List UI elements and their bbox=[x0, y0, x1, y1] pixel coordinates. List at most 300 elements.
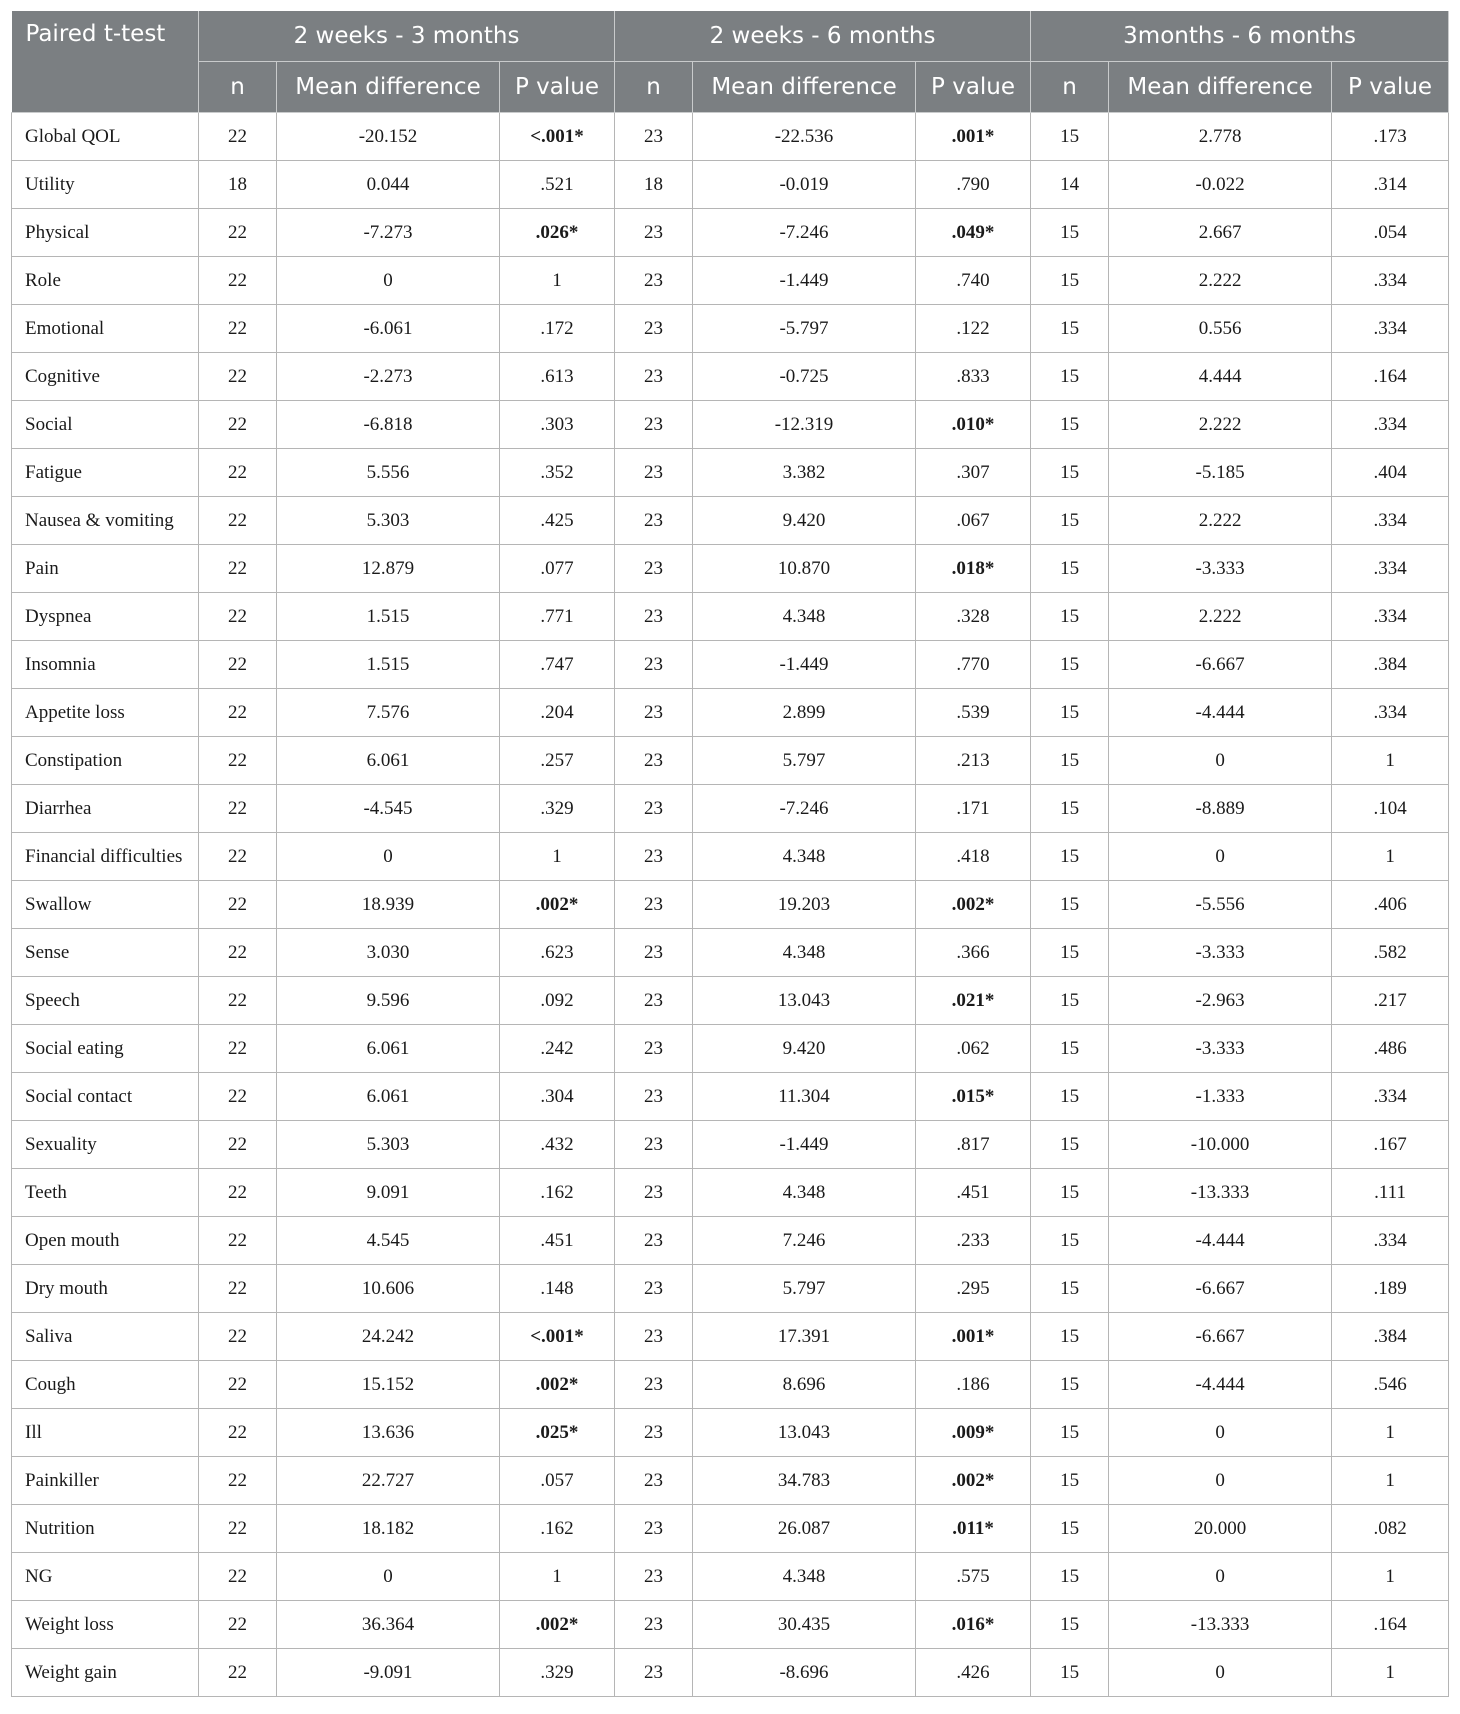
n-2w-6m-cell: 23 bbox=[615, 1409, 693, 1457]
table-row bbox=[12, 545, 1449, 593]
mean-diff-2w-3m-cell: 7.576 bbox=[277, 689, 500, 737]
mean-diff-2w-3m-cell: -9.091 bbox=[277, 1649, 500, 1697]
n-2w-3m-cell: 22 bbox=[199, 449, 277, 497]
p-value-2w-6m-cell: .001* bbox=[916, 1313, 1031, 1361]
p-value-2w-6m-cell: .295 bbox=[916, 1265, 1031, 1313]
mean-diff-2w-3m-cell: 0.044 bbox=[277, 161, 500, 209]
n-2w-6m-cell: 23 bbox=[615, 1217, 693, 1265]
row-label-cell: Speech bbox=[12, 977, 199, 1025]
mean-diff-2w-6m-cell: 30.435 bbox=[693, 1601, 916, 1649]
mean-diff-2w-3m-cell: 24.242 bbox=[277, 1313, 500, 1361]
table-row bbox=[12, 353, 1449, 401]
n-2w-3m-cell: 22 bbox=[199, 305, 277, 353]
n-2w-6m-cell: 23 bbox=[615, 833, 693, 881]
mean-diff-2w-3m-cell: -20.152 bbox=[277, 113, 500, 161]
p-value-2w-3m-cell: .172 bbox=[500, 305, 615, 353]
n-2w-6m-cell: 23 bbox=[615, 1361, 693, 1409]
n-2w-6m-cell: 23 bbox=[615, 1169, 693, 1217]
subheader-n: n bbox=[615, 62, 693, 113]
row-label-cell: Cognitive bbox=[12, 353, 199, 401]
p-value-3m-6m-cell: .334 bbox=[1332, 1073, 1449, 1121]
row-label-cell: Weight gain bbox=[12, 1649, 199, 1697]
mean-diff-2w-3m-cell: 5.303 bbox=[277, 497, 500, 545]
table-row bbox=[12, 1457, 1449, 1505]
p-value-2w-6m-cell: .049* bbox=[916, 209, 1031, 257]
p-value-2w-6m-cell: .418 bbox=[916, 833, 1031, 881]
n-3m-6m-cell: 15 bbox=[1031, 353, 1109, 401]
p-value-2w-6m-cell: .233 bbox=[916, 1217, 1031, 1265]
mean-diff-3m-6m-cell: 0 bbox=[1109, 1649, 1332, 1697]
p-value-3m-6m-cell: .173 bbox=[1332, 113, 1449, 161]
p-value-3m-6m-cell: 1 bbox=[1332, 737, 1449, 785]
n-2w-3m-cell: 22 bbox=[199, 1073, 277, 1121]
n-2w-3m-cell: 22 bbox=[199, 1457, 277, 1505]
n-2w-3m-cell: 22 bbox=[199, 113, 277, 161]
p-value-2w-6m-cell: .770 bbox=[916, 641, 1031, 689]
table-row bbox=[12, 1025, 1449, 1073]
group-header-3m-6m: 3months - 6 months bbox=[1031, 11, 1449, 62]
table-row bbox=[12, 641, 1449, 689]
n-2w-3m-cell: 22 bbox=[199, 593, 277, 641]
row-label-cell: Open mouth bbox=[12, 1217, 199, 1265]
n-3m-6m-cell: 15 bbox=[1031, 593, 1109, 641]
p-value-2w-6m-cell: .015* bbox=[916, 1073, 1031, 1121]
n-2w-3m-cell: 22 bbox=[199, 1649, 277, 1697]
mean-diff-3m-6m-cell: -0.022 bbox=[1109, 161, 1332, 209]
table-row bbox=[12, 161, 1449, 209]
n-3m-6m-cell: 15 bbox=[1031, 1361, 1109, 1409]
p-value-2w-3m-cell: .162 bbox=[500, 1169, 615, 1217]
p-value-3m-6m-cell: 1 bbox=[1332, 1409, 1449, 1457]
row-label-cell: Swallow bbox=[12, 881, 199, 929]
mean-diff-2w-3m-cell: 1.515 bbox=[277, 593, 500, 641]
table-row bbox=[12, 785, 1449, 833]
paired-t-test-table bbox=[11, 11, 1449, 1697]
table-row bbox=[12, 1121, 1449, 1169]
n-2w-3m-cell: 22 bbox=[199, 1409, 277, 1457]
mean-diff-2w-3m-cell: 9.091 bbox=[277, 1169, 500, 1217]
mean-diff-3m-6m-cell: -10.000 bbox=[1109, 1121, 1332, 1169]
mean-diff-3m-6m-cell: -1.333 bbox=[1109, 1073, 1332, 1121]
p-value-3m-6m-cell: .189 bbox=[1332, 1265, 1449, 1313]
mean-diff-2w-3m-cell: 5.556 bbox=[277, 449, 500, 497]
p-value-3m-6m-cell: .334 bbox=[1332, 545, 1449, 593]
n-3m-6m-cell: 15 bbox=[1031, 1169, 1109, 1217]
p-value-2w-6m-cell: .011* bbox=[916, 1505, 1031, 1553]
table-row bbox=[12, 977, 1449, 1025]
p-value-2w-3m-cell: .148 bbox=[500, 1265, 615, 1313]
n-3m-6m-cell: 15 bbox=[1031, 209, 1109, 257]
mean-diff-2w-6m-cell: 4.348 bbox=[693, 833, 916, 881]
n-2w-3m-cell: 22 bbox=[199, 209, 277, 257]
n-3m-6m-cell: 15 bbox=[1031, 401, 1109, 449]
n-2w-3m-cell: 22 bbox=[199, 353, 277, 401]
n-3m-6m-cell: 15 bbox=[1031, 641, 1109, 689]
mean-diff-2w-3m-cell: 5.303 bbox=[277, 1121, 500, 1169]
mean-diff-3m-6m-cell: -8.889 bbox=[1109, 785, 1332, 833]
mean-diff-2w-6m-cell: -12.319 bbox=[693, 401, 916, 449]
mean-diff-3m-6m-cell: 0 bbox=[1109, 1553, 1332, 1601]
p-value-2w-3m-cell: .092 bbox=[500, 977, 615, 1025]
n-2w-3m-cell: 22 bbox=[199, 1313, 277, 1361]
n-2w-6m-cell: 23 bbox=[615, 593, 693, 641]
p-value-2w-3m-cell: .771 bbox=[500, 593, 615, 641]
p-value-2w-3m-cell: .352 bbox=[500, 449, 615, 497]
mean-diff-3m-6m-cell: 2.667 bbox=[1109, 209, 1332, 257]
p-value-2w-6m-cell: .122 bbox=[916, 305, 1031, 353]
p-value-3m-6m-cell: .164 bbox=[1332, 353, 1449, 401]
p-value-2w-3m-cell: .425 bbox=[500, 497, 615, 545]
p-value-2w-3m-cell: .747 bbox=[500, 641, 615, 689]
mean-diff-2w-6m-cell: -22.536 bbox=[693, 113, 916, 161]
mean-diff-2w-6m-cell: 19.203 bbox=[693, 881, 916, 929]
mean-diff-2w-3m-cell: -6.818 bbox=[277, 401, 500, 449]
n-2w-6m-cell: 23 bbox=[615, 401, 693, 449]
p-value-2w-3m-cell: .057 bbox=[500, 1457, 615, 1505]
row-label-cell: Social contact bbox=[12, 1073, 199, 1121]
mean-diff-2w-3m-cell: -6.061 bbox=[277, 305, 500, 353]
mean-diff-2w-6m-cell: 34.783 bbox=[693, 1457, 916, 1505]
n-2w-3m-cell: 22 bbox=[199, 257, 277, 305]
n-3m-6m-cell: 15 bbox=[1031, 689, 1109, 737]
n-2w-3m-cell: 22 bbox=[199, 545, 277, 593]
mean-diff-3m-6m-cell: 0 bbox=[1109, 1457, 1332, 1505]
mean-diff-3m-6m-cell: -13.333 bbox=[1109, 1601, 1332, 1649]
mean-diff-3m-6m-cell: 2.778 bbox=[1109, 113, 1332, 161]
p-value-2w-6m-cell: .539 bbox=[916, 689, 1031, 737]
mean-diff-3m-6m-cell: -4.444 bbox=[1109, 1217, 1332, 1265]
n-3m-6m-cell: 15 bbox=[1031, 1121, 1109, 1169]
mean-diff-3m-6m-cell: -3.333 bbox=[1109, 1025, 1332, 1073]
p-value-2w-3m-cell: .329 bbox=[500, 1649, 615, 1697]
p-value-3m-6m-cell: .334 bbox=[1332, 689, 1449, 737]
p-value-2w-3m-cell: .026* bbox=[500, 209, 615, 257]
n-2w-6m-cell: 23 bbox=[615, 737, 693, 785]
n-2w-3m-cell: 22 bbox=[199, 977, 277, 1025]
mean-diff-2w-6m-cell: -7.246 bbox=[693, 785, 916, 833]
n-2w-3m-cell: 22 bbox=[199, 497, 277, 545]
group-header-2w-6m: 2 weeks - 6 months bbox=[615, 11, 1031, 62]
p-value-3m-6m-cell: .384 bbox=[1332, 641, 1449, 689]
row-label-cell: Teeth bbox=[12, 1169, 199, 1217]
n-2w-3m-cell: 22 bbox=[199, 785, 277, 833]
mean-diff-3m-6m-cell: 0 bbox=[1109, 833, 1332, 881]
row-label-cell: Social eating bbox=[12, 1025, 199, 1073]
n-3m-6m-cell: 15 bbox=[1031, 1505, 1109, 1553]
p-value-3m-6m-cell: .384 bbox=[1332, 1313, 1449, 1361]
mean-diff-2w-6m-cell: 9.420 bbox=[693, 497, 916, 545]
mean-diff-3m-6m-cell: 0.556 bbox=[1109, 305, 1332, 353]
row-label-cell: Dry mouth bbox=[12, 1265, 199, 1313]
mean-diff-2w-6m-cell: 13.043 bbox=[693, 1409, 916, 1457]
p-value-3m-6m-cell: .334 bbox=[1332, 1217, 1449, 1265]
p-value-3m-6m-cell: 1 bbox=[1332, 833, 1449, 881]
row-label-cell: Nausea & vomiting bbox=[12, 497, 199, 545]
table-row bbox=[12, 401, 1449, 449]
row-label-cell: Saliva bbox=[12, 1313, 199, 1361]
p-value-2w-3m-cell: .451 bbox=[500, 1217, 615, 1265]
mean-diff-2w-6m-cell: -1.449 bbox=[693, 641, 916, 689]
mean-diff-2w-6m-cell: 2.899 bbox=[693, 689, 916, 737]
mean-diff-3m-6m-cell: -6.667 bbox=[1109, 641, 1332, 689]
subheader-n: n bbox=[1031, 62, 1109, 113]
table-row bbox=[12, 881, 1449, 929]
mean-diff-2w-3m-cell: 18.182 bbox=[277, 1505, 500, 1553]
row-label-cell: Utility bbox=[12, 161, 199, 209]
n-3m-6m-cell: 15 bbox=[1031, 449, 1109, 497]
n-2w-6m-cell: 23 bbox=[615, 449, 693, 497]
mean-diff-3m-6m-cell: -3.333 bbox=[1109, 929, 1332, 977]
n-2w-6m-cell: 23 bbox=[615, 497, 693, 545]
p-value-2w-3m-cell: .304 bbox=[500, 1073, 615, 1121]
p-value-2w-3m-cell: .613 bbox=[500, 353, 615, 401]
n-2w-3m-cell: 22 bbox=[199, 929, 277, 977]
row-label-cell: Nutrition bbox=[12, 1505, 199, 1553]
p-value-2w-6m-cell: .016* bbox=[916, 1601, 1031, 1649]
n-2w-6m-cell: 23 bbox=[615, 257, 693, 305]
mean-diff-3m-6m-cell: 2.222 bbox=[1109, 401, 1332, 449]
mean-diff-2w-6m-cell: 17.391 bbox=[693, 1313, 916, 1361]
n-3m-6m-cell: 15 bbox=[1031, 1265, 1109, 1313]
mean-diff-3m-6m-cell: 4.444 bbox=[1109, 353, 1332, 401]
n-2w-6m-cell: 23 bbox=[615, 1505, 693, 1553]
n-2w-3m-cell: 22 bbox=[199, 737, 277, 785]
row-label-cell: Sexuality bbox=[12, 1121, 199, 1169]
mean-diff-2w-6m-cell: 26.087 bbox=[693, 1505, 916, 1553]
table-row bbox=[12, 257, 1449, 305]
p-value-2w-3m-cell: .303 bbox=[500, 401, 615, 449]
n-2w-6m-cell: 23 bbox=[615, 1457, 693, 1505]
mean-diff-2w-6m-cell: 11.304 bbox=[693, 1073, 916, 1121]
mean-diff-2w-6m-cell: 4.348 bbox=[693, 1169, 916, 1217]
p-value-3m-6m-cell: .054 bbox=[1332, 209, 1449, 257]
n-3m-6m-cell: 15 bbox=[1031, 785, 1109, 833]
n-3m-6m-cell: 15 bbox=[1031, 1409, 1109, 1457]
row-label-cell: NG bbox=[12, 1553, 199, 1601]
mean-diff-2w-3m-cell: 6.061 bbox=[277, 737, 500, 785]
p-value-2w-3m-cell: .025* bbox=[500, 1409, 615, 1457]
n-2w-6m-cell: 23 bbox=[615, 209, 693, 257]
n-3m-6m-cell: 15 bbox=[1031, 257, 1109, 305]
mean-diff-2w-3m-cell: 0 bbox=[277, 1553, 500, 1601]
n-2w-3m-cell: 22 bbox=[199, 833, 277, 881]
mean-diff-2w-3m-cell: 3.030 bbox=[277, 929, 500, 977]
n-2w-6m-cell: 23 bbox=[615, 305, 693, 353]
row-label-cell: Sense bbox=[12, 929, 199, 977]
n-3m-6m-cell: 15 bbox=[1031, 1217, 1109, 1265]
row-label-cell: Weight loss bbox=[12, 1601, 199, 1649]
p-value-3m-6m-cell: .406 bbox=[1332, 881, 1449, 929]
table-body bbox=[12, 113, 1449, 1697]
mean-diff-2w-3m-cell: 6.061 bbox=[277, 1025, 500, 1073]
mean-diff-3m-6m-cell: -3.333 bbox=[1109, 545, 1332, 593]
mean-diff-2w-3m-cell: 10.606 bbox=[277, 1265, 500, 1313]
p-value-3m-6m-cell: 1 bbox=[1332, 1457, 1449, 1505]
table-row bbox=[12, 305, 1449, 353]
n-2w-6m-cell: 23 bbox=[615, 545, 693, 593]
p-value-3m-6m-cell: .334 bbox=[1332, 593, 1449, 641]
n-2w-6m-cell: 23 bbox=[615, 353, 693, 401]
p-value-2w-6m-cell: .213 bbox=[916, 737, 1031, 785]
table-row bbox=[12, 1217, 1449, 1265]
row-label-cell: Physical bbox=[12, 209, 199, 257]
mean-diff-3m-6m-cell: -4.444 bbox=[1109, 689, 1332, 737]
p-value-2w-6m-cell: .186 bbox=[916, 1361, 1031, 1409]
p-value-2w-6m-cell: .307 bbox=[916, 449, 1031, 497]
n-3m-6m-cell: 15 bbox=[1031, 1649, 1109, 1697]
p-value-3m-6m-cell: .217 bbox=[1332, 977, 1449, 1025]
subheader-p-value: P value bbox=[1332, 62, 1449, 113]
mean-diff-2w-3m-cell: 6.061 bbox=[277, 1073, 500, 1121]
row-label-cell: Social bbox=[12, 401, 199, 449]
row-label-cell: Cough bbox=[12, 1361, 199, 1409]
p-value-3m-6m-cell: .334 bbox=[1332, 401, 1449, 449]
mean-diff-3m-6m-cell: -4.444 bbox=[1109, 1361, 1332, 1409]
p-value-3m-6m-cell: .404 bbox=[1332, 449, 1449, 497]
p-value-3m-6m-cell: .334 bbox=[1332, 497, 1449, 545]
table-row bbox=[12, 449, 1449, 497]
p-value-2w-3m-cell: <.001* bbox=[500, 1313, 615, 1361]
p-value-2w-3m-cell: .521 bbox=[500, 161, 615, 209]
p-value-2w-6m-cell: .740 bbox=[916, 257, 1031, 305]
n-2w-3m-cell: 22 bbox=[199, 1601, 277, 1649]
mean-diff-2w-3m-cell: 15.152 bbox=[277, 1361, 500, 1409]
p-value-2w-3m-cell: .002* bbox=[500, 1361, 615, 1409]
p-value-3m-6m-cell: .582 bbox=[1332, 929, 1449, 977]
mean-diff-2w-6m-cell: 5.797 bbox=[693, 737, 916, 785]
row-label-cell: Constipation bbox=[12, 737, 199, 785]
mean-diff-3m-6m-cell: 0 bbox=[1109, 737, 1332, 785]
mean-diff-3m-6m-cell: -5.556 bbox=[1109, 881, 1332, 929]
n-3m-6m-cell: 15 bbox=[1031, 977, 1109, 1025]
table-row bbox=[12, 497, 1449, 545]
mean-diff-3m-6m-cell: 2.222 bbox=[1109, 257, 1332, 305]
p-value-2w-3m-cell: .257 bbox=[500, 737, 615, 785]
table-row bbox=[12, 833, 1449, 881]
subheader-mean-difference: Mean difference bbox=[1109, 62, 1332, 113]
n-2w-3m-cell: 22 bbox=[199, 881, 277, 929]
p-value-2w-6m-cell: .018* bbox=[916, 545, 1031, 593]
mean-diff-2w-3m-cell: 12.879 bbox=[277, 545, 500, 593]
p-value-3m-6m-cell: .164 bbox=[1332, 1601, 1449, 1649]
subheader-mean-difference: Mean difference bbox=[693, 62, 916, 113]
p-value-2w-6m-cell: .366 bbox=[916, 929, 1031, 977]
p-value-2w-6m-cell: .002* bbox=[916, 1457, 1031, 1505]
n-2w-3m-cell: 22 bbox=[199, 1505, 277, 1553]
row-label-cell: Role bbox=[12, 257, 199, 305]
mean-diff-2w-6m-cell: -5.797 bbox=[693, 305, 916, 353]
n-2w-6m-cell: 23 bbox=[615, 689, 693, 737]
p-value-3m-6m-cell: .546 bbox=[1332, 1361, 1449, 1409]
n-2w-6m-cell: 23 bbox=[615, 929, 693, 977]
mean-diff-2w-3m-cell: 9.596 bbox=[277, 977, 500, 1025]
n-2w-6m-cell: 23 bbox=[615, 881, 693, 929]
n-2w-3m-cell: 22 bbox=[199, 1361, 277, 1409]
n-3m-6m-cell: 15 bbox=[1031, 497, 1109, 545]
p-value-2w-6m-cell: .790 bbox=[916, 161, 1031, 209]
p-value-3m-6m-cell: .334 bbox=[1332, 305, 1449, 353]
p-value-2w-6m-cell: .009* bbox=[916, 1409, 1031, 1457]
p-value-3m-6m-cell: .082 bbox=[1332, 1505, 1449, 1553]
n-3m-6m-cell: 15 bbox=[1031, 1025, 1109, 1073]
table-row bbox=[12, 689, 1449, 737]
mean-diff-3m-6m-cell: 20.000 bbox=[1109, 1505, 1332, 1553]
subheader-mean-difference: Mean difference bbox=[277, 62, 500, 113]
p-value-2w-6m-cell: .171 bbox=[916, 785, 1031, 833]
n-2w-3m-cell: 22 bbox=[199, 1121, 277, 1169]
n-3m-6m-cell: 15 bbox=[1031, 1313, 1109, 1361]
mean-diff-3m-6m-cell: -5.185 bbox=[1109, 449, 1332, 497]
p-value-3m-6m-cell: 1 bbox=[1332, 1553, 1449, 1601]
mean-diff-2w-6m-cell: 4.348 bbox=[693, 1553, 916, 1601]
n-2w-6m-cell: 23 bbox=[615, 1601, 693, 1649]
mean-diff-2w-6m-cell: -0.019 bbox=[693, 161, 916, 209]
mean-diff-2w-3m-cell: 18.939 bbox=[277, 881, 500, 929]
n-3m-6m-cell: 15 bbox=[1031, 305, 1109, 353]
row-label-cell: Pain bbox=[12, 545, 199, 593]
p-value-2w-3m-cell: <.001* bbox=[500, 113, 615, 161]
mean-diff-2w-6m-cell: -0.725 bbox=[693, 353, 916, 401]
p-value-2w-3m-cell: .002* bbox=[500, 881, 615, 929]
p-value-2w-6m-cell: .010* bbox=[916, 401, 1031, 449]
table-row bbox=[12, 593, 1449, 641]
row-label-cell: Ill bbox=[12, 1409, 199, 1457]
p-value-2w-6m-cell: .328 bbox=[916, 593, 1031, 641]
mean-diff-2w-3m-cell: 1.515 bbox=[277, 641, 500, 689]
p-value-3m-6m-cell: .486 bbox=[1332, 1025, 1449, 1073]
p-value-2w-6m-cell: .062 bbox=[916, 1025, 1031, 1073]
mean-diff-2w-3m-cell: 13.636 bbox=[277, 1409, 500, 1457]
n-3m-6m-cell: 15 bbox=[1031, 833, 1109, 881]
mean-diff-3m-6m-cell: -6.667 bbox=[1109, 1313, 1332, 1361]
mean-diff-2w-6m-cell: 10.870 bbox=[693, 545, 916, 593]
n-2w-6m-cell: 23 bbox=[615, 1073, 693, 1121]
table-row bbox=[12, 1601, 1449, 1649]
p-value-2w-3m-cell: .242 bbox=[500, 1025, 615, 1073]
n-2w-6m-cell: 23 bbox=[615, 1265, 693, 1313]
n-3m-6m-cell: 15 bbox=[1031, 881, 1109, 929]
n-2w-3m-cell: 18 bbox=[199, 161, 277, 209]
row-label-cell: Painkiller bbox=[12, 1457, 199, 1505]
p-value-2w-3m-cell: .002* bbox=[500, 1601, 615, 1649]
n-2w-6m-cell: 23 bbox=[615, 1121, 693, 1169]
mean-diff-2w-3m-cell: 22.727 bbox=[277, 1457, 500, 1505]
n-2w-6m-cell: 23 bbox=[615, 113, 693, 161]
mean-diff-2w-6m-cell: 4.348 bbox=[693, 593, 916, 641]
mean-diff-2w-6m-cell: -8.696 bbox=[693, 1649, 916, 1697]
mean-diff-2w-3m-cell: -2.273 bbox=[277, 353, 500, 401]
p-value-2w-6m-cell: .001* bbox=[916, 113, 1031, 161]
n-2w-6m-cell: 23 bbox=[615, 1313, 693, 1361]
table-row bbox=[12, 737, 1449, 785]
n-3m-6m-cell: 15 bbox=[1031, 545, 1109, 593]
p-value-2w-6m-cell: .067 bbox=[916, 497, 1031, 545]
mean-diff-2w-6m-cell: 9.420 bbox=[693, 1025, 916, 1073]
subheader-n: n bbox=[199, 62, 277, 113]
mean-diff-2w-6m-cell: 4.348 bbox=[693, 929, 916, 977]
mean-diff-2w-6m-cell: 3.382 bbox=[693, 449, 916, 497]
p-value-2w-6m-cell: .426 bbox=[916, 1649, 1031, 1697]
row-label-cell: Financial difficulties bbox=[12, 833, 199, 881]
mean-diff-3m-6m-cell: -13.333 bbox=[1109, 1169, 1332, 1217]
n-2w-3m-cell: 22 bbox=[199, 401, 277, 449]
table-row bbox=[12, 113, 1449, 161]
mean-diff-3m-6m-cell: 2.222 bbox=[1109, 497, 1332, 545]
p-value-2w-3m-cell: .329 bbox=[500, 785, 615, 833]
n-3m-6m-cell: 15 bbox=[1031, 1601, 1109, 1649]
row-label-cell: Diarrhea bbox=[12, 785, 199, 833]
row-label-cell: Global QOL bbox=[12, 113, 199, 161]
